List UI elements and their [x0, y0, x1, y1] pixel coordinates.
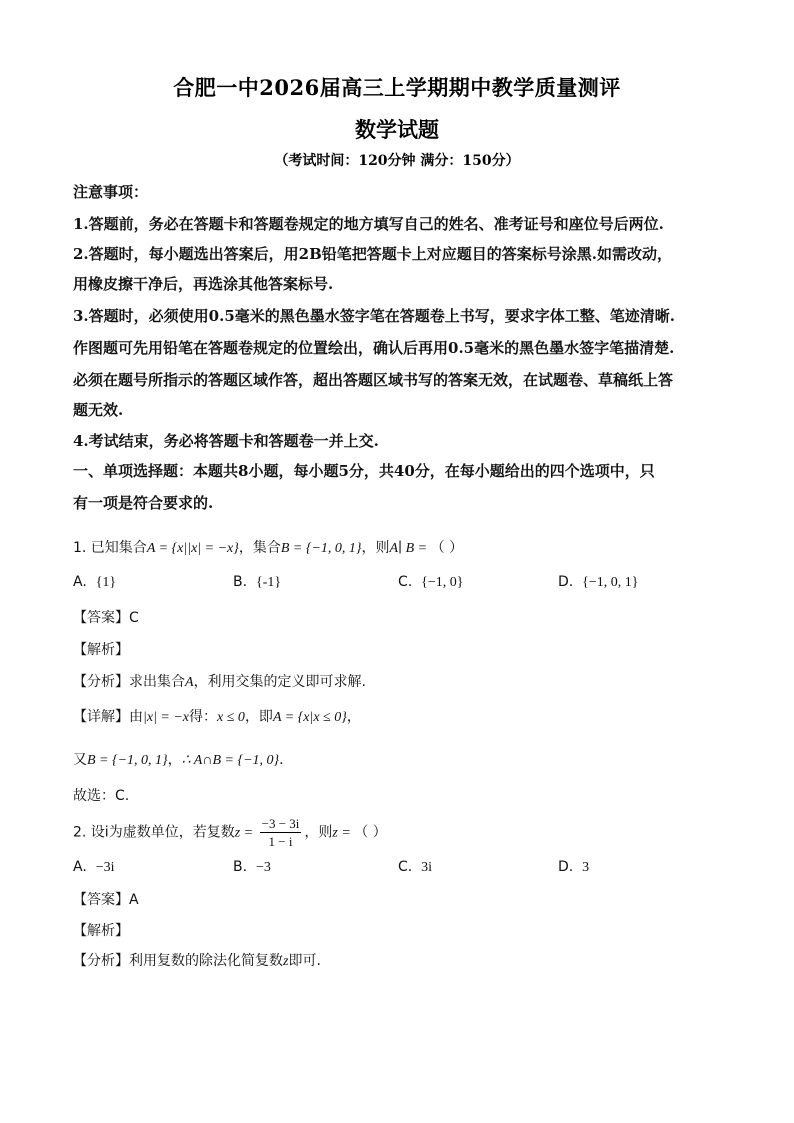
intersection-expr: A∣ B =	[389, 541, 431, 556]
notice-item-3-line-3: 必须在题号所指示的答题区域作答，超出答题区域书写的答案无效，在试题卷、草稿纸上答	[73, 371, 674, 389]
exam-info: （考试时间：120分钟 满分：150分）	[274, 153, 520, 169]
section-heading-line-2: 有一项是符合要求的.	[73, 494, 214, 512]
page-subtitle: 数学试题	[355, 117, 439, 142]
q2-option-b: B. −3	[233, 859, 271, 875]
page-title: 合肥一中2026届高三上学期期中教学质量测评	[173, 75, 621, 100]
q2-fenxi: 【分析】利用复数的除法化简复数z即可.	[73, 953, 321, 969]
q1-option-a: A. {1}	[73, 574, 117, 590]
set-b-expr: B = {−1, 0, 1}	[280, 541, 362, 556]
complex-fraction: $\frac{-3 - 3i}{1 - i}$	[261, 816, 300, 849]
notice-heading: 注意事项：	[73, 183, 149, 201]
question-1: 1. 已知集合A = {x||x| = −x}，集合B = {−1, 0, 1}，则A∣ B = （ ）	[73, 540, 464, 556]
q1-fenxi: 【分析】求出集合A，利用交集的定义即可求解.	[73, 674, 367, 690]
notice-item-3-line-1: 3.答题时，必须使用0.5毫米的黑色墨水签字笔在答题卷上书写，要求字体工整、笔迹清晰.	[73, 307, 675, 325]
q1-choose: 故选：C.	[73, 788, 130, 804]
q1-conclusion: 又B = {−1, 0, 1}，∴ A∩B = {−1, 0}.	[73, 752, 284, 768]
q2-answer: 【答案】A	[73, 892, 139, 908]
q1-answer: 【答案】C	[73, 610, 139, 626]
notice-item-3-line-2: 作图题可先用铅笔在答题卷规定的位置绘出，确认后再用0.5毫米的黑色墨水签字笔描清楚.	[73, 339, 675, 357]
q2-analysis-tag: 【解析】	[73, 923, 129, 939]
q1-option-b: B. {-1}	[233, 574, 282, 590]
q2-option-a: A. −3i	[73, 859, 115, 875]
q1-xiangjie: 【详解】由|x| = −x得：x ≤ 0，即A = {x|x ≤ 0}，	[73, 709, 361, 725]
notice-item-2-line-2: 用橡皮擦干净后，再选涂其他答案标号.	[73, 275, 334, 293]
q2-option-c: C. 3i	[398, 859, 433, 875]
notice-item-4: 4.考试结束，务必将答题卡和答题卷一并上交.	[73, 432, 379, 450]
q1-option-d: D. {−1, 0, 1}	[558, 574, 639, 590]
q2-option-d: D. 3	[558, 859, 590, 875]
section-heading-line-1: 一、单项选择题：本题共8小题，每小题5分，共40分，在每小题给出的四个选项中，只	[73, 462, 655, 480]
question-2: 2. 设i为虚数单位，若复数z = $\frac{-3 - 3i}{1 - i}$ ，则z = （ ）	[73, 816, 387, 849]
set-a-expr: A = {x||x| = −x}	[146, 541, 239, 556]
notice-item-2-line-1: 2.答题时，每小题选出答案后，用2B铅笔把答题卡上对应题目的答案标号涂黑.如需改动，	[73, 245, 673, 263]
q1-option-c: C. {−1, 0}	[398, 574, 464, 590]
notice-item-1: 1.答题前，务必在答题卡和答题卷规定的地方填写自己的姓名、准考证号和座位号后两位.	[73, 215, 664, 233]
notice-item-3-line-4: 题无效.	[73, 401, 124, 419]
q1-analysis-tag: 【解析】	[73, 642, 129, 658]
